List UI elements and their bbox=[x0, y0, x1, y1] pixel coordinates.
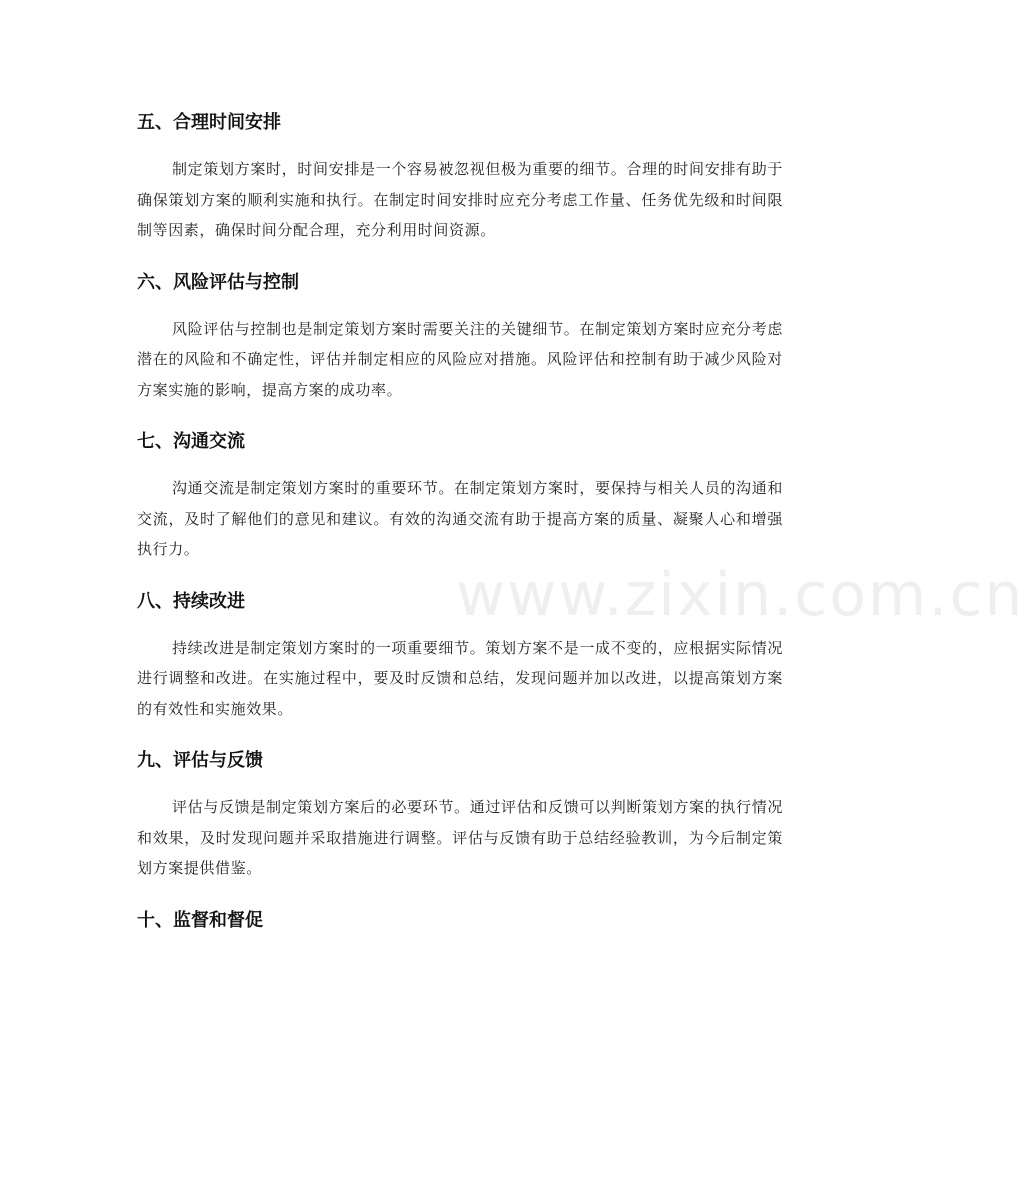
section-title: 八、持续改进 bbox=[137, 590, 245, 612]
section-risk-assessment bbox=[137, 264, 783, 406]
section-title: 六、风险评估与控制 bbox=[137, 271, 299, 293]
section-title: 九、评估与反馈 bbox=[137, 750, 263, 771]
document-content bbox=[137, 104, 783, 940]
section-paragraph: 评估与反馈是制定策划方案后的必要环节。通过评估和反馈可以判断策划方案的执行情况和效果，及时发现问题并采取措施进行调整。评估与反馈有助于总结经验教训，为今后制定策划方案提供借鉴。 bbox=[137, 798, 783, 877]
section-evaluation-feedback bbox=[137, 742, 783, 884]
watermark: www.zixin.com.cn bbox=[456, 560, 1024, 630]
section-title: 七、沟通交流 bbox=[137, 431, 245, 452]
section-communication bbox=[137, 423, 783, 565]
section-paragraph: 制定策划方案时，时间安排是一个容易被忽视但极为重要的细节。合理的时间安排有助于确保策划方案的顺利实施和执行。在制定时间安排时应充分考虑工作量、任务优先级和时间限制等因素，确保时间分配合理，充分利用时间资源。 bbox=[137, 160, 783, 239]
section-paragraph: 沟通交流是制定策划方案时的重要环节。在制定策划方案时，要保持与相关人员的沟通和交流，及时了解他们的意见和建议。有效的沟通交流有助于提高方案的质量、凝聚人心和增强执行力。 bbox=[137, 479, 783, 558]
section-paragraph: 风险评估与控制也是制定策划方案时需要关注的关键细节。在制定策划方案时应充分考虑潜在的风险和不确定性，评估并制定相应的风险应对措施。风险评估和控制有助于减少风险对方案实施的影响，提高方案的成功率。 bbox=[137, 319, 783, 399]
section-title: 十、监督和督促 bbox=[137, 909, 263, 931]
section-supervision bbox=[137, 902, 783, 940]
section-paragraph: 持续改进是制定策划方案时的一项重要细节。策划方案不是一成不变的，应根据实际情况进行调整和改进。在实施过程中，要及时反馈和总结，发现问题并加以改进，以提高策划方案的有效性和实施效果。 bbox=[137, 638, 783, 718]
section-time-arrangement bbox=[137, 104, 783, 246]
section-continuous-improvement bbox=[137, 583, 783, 725]
section-title: 五、合理时间安排 bbox=[137, 112, 281, 133]
